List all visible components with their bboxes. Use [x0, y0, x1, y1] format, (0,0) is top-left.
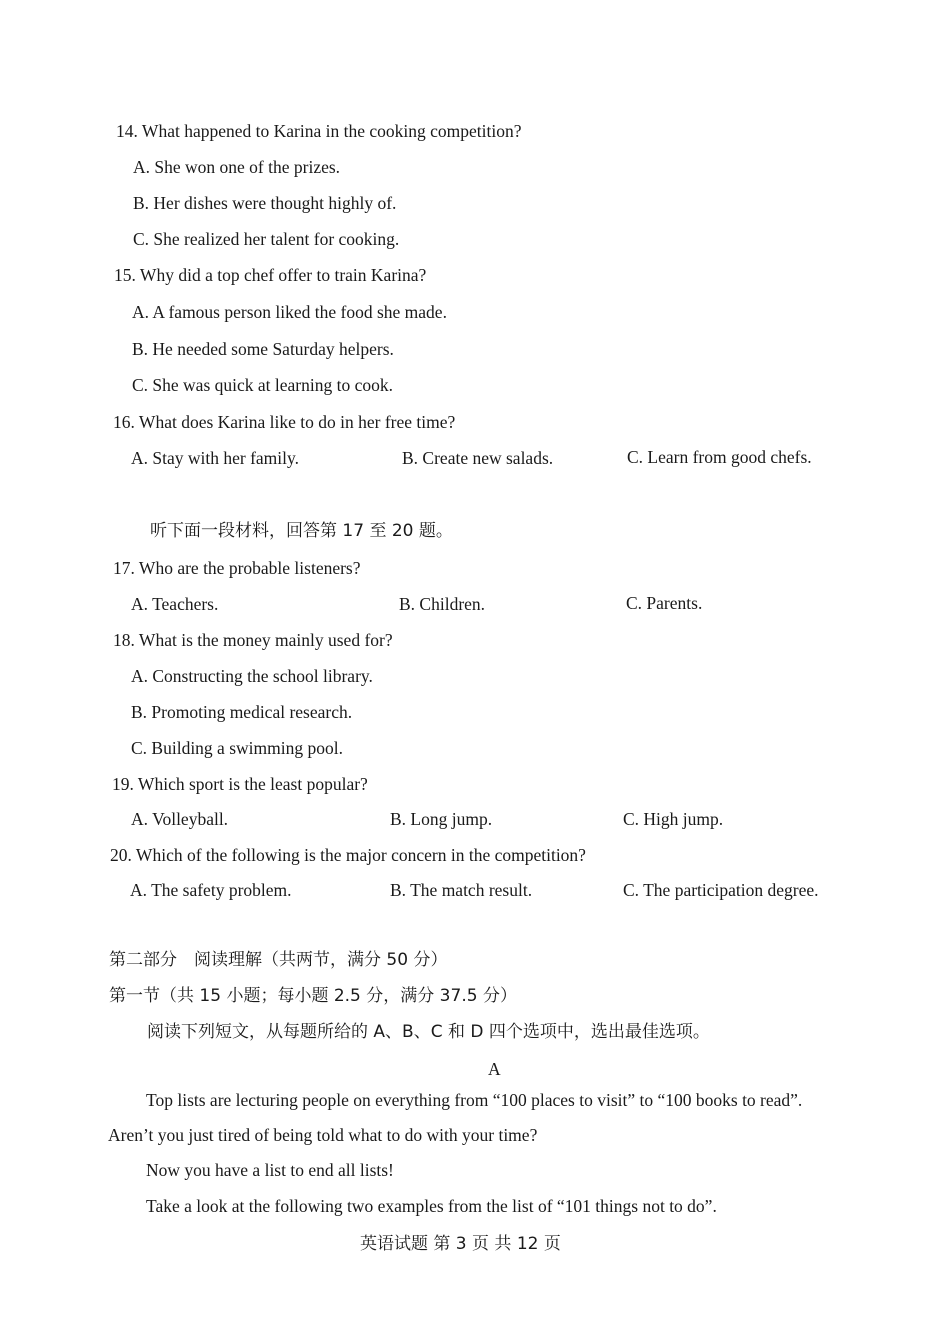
- question-16-stem: 16. What does Karina like to do in her free time?: [113, 412, 456, 432]
- question-18-option-a: A. Constructing the school library.: [131, 666, 373, 686]
- question-16-option-b: B. Create new salads.: [402, 448, 554, 468]
- part-two-title: 第二部分 阅读理解（共两节，满分 50 分）: [109, 950, 448, 970]
- question-20-option-a: A. The safety problem.: [130, 880, 292, 900]
- section-one-title: 第一节（共 15 小题；每小题 2.5 分，满分 37.5 分）: [109, 986, 517, 1006]
- question-18-option-c: C. Building a swimming pool.: [131, 738, 343, 758]
- question-18-stem: 18. What is the money mainly used for?: [113, 630, 393, 650]
- question-14-option-b: B. Her dishes were thought highly of.: [133, 193, 397, 213]
- question-17-option-a: A. Teachers.: [131, 594, 219, 614]
- question-14-option-c: C. She realized her talent for cooking.: [133, 229, 400, 249]
- question-19-option-c: C. High jump.: [623, 809, 724, 829]
- question-18-option-b: B. Promoting medical research.: [131, 702, 353, 722]
- question-15-option-b: B. He needed some Saturday helpers.: [132, 339, 394, 359]
- question-19-stem: 19. Which sport is the least popular?: [112, 774, 368, 794]
- question-17-option-b: B. Children.: [399, 594, 486, 614]
- listening-instruction: 听下面一段材料，回答第 17 至 20 题。: [150, 521, 453, 541]
- question-14-stem: 14. What happened to Karina in the cooking competition?: [116, 121, 522, 141]
- question-20-stem: 20. Which of the following is the major concern in the competition?: [110, 845, 586, 865]
- passage-label: A: [488, 1059, 501, 1079]
- question-20-option-b: B. The match result.: [390, 880, 533, 900]
- question-15-option-c: C. She was quick at learning to cook.: [132, 375, 393, 395]
- page-footer: 英语试题 第 3 页 共 12 页: [360, 1234, 561, 1254]
- question-17-option-c: C. Parents.: [626, 593, 703, 613]
- passage-line-2: Aren’t you just tired of being told what to do with your time?: [108, 1125, 538, 1145]
- question-20-option-c: C. The participation degree.: [623, 880, 819, 900]
- passage-line-1: Top lists are lecturing people on everything from “100 places to visit” to “100 books to read”.: [146, 1090, 803, 1110]
- question-19-option-a: A. Volleyball.: [131, 809, 229, 829]
- passage-line-4: Take a look at the following two examples from the list of “101 things not to do”.: [146, 1196, 717, 1216]
- question-14-option-a: A. She won one of the prizes.: [133, 157, 341, 177]
- question-16-option-a: A. Stay with her family.: [131, 448, 300, 468]
- question-19-option-b: B. Long jump.: [390, 809, 493, 829]
- reading-instruction: 阅读下列短文，从每题所给的 A、B、C 和 D 四个选项中，选出最佳选项。: [147, 1022, 710, 1042]
- question-15-stem: 15. Why did a top chef offer to train Karina?: [114, 265, 427, 285]
- question-15-option-a: A. A famous person liked the food she made.: [132, 302, 447, 322]
- question-17-stem: 17. Who are the probable listeners?: [113, 558, 361, 578]
- question-16-option-c: C. Learn from good chefs.: [627, 447, 812, 467]
- passage-line-3: Now you have a list to end all lists!: [146, 1160, 394, 1180]
